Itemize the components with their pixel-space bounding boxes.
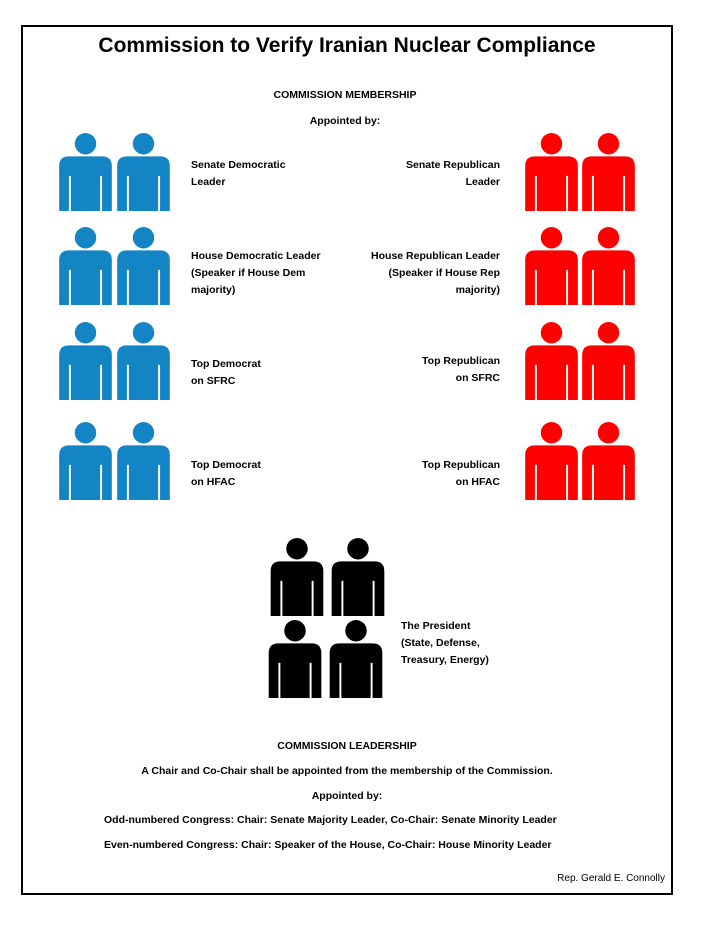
- president-person-icon: [328, 620, 384, 698]
- leadership-appointed-by: Appointed by:: [311, 790, 383, 802]
- democrat-person-icon: [117, 227, 170, 305]
- label-senate-democratic-leader: Senate Democratic Leader: [191, 159, 286, 188]
- democrat-person-icon: [59, 322, 112, 400]
- republican-person-icon: [525, 422, 578, 500]
- leadership-odd-congress: Odd-numbered Congress: Chair: Senate Majority Leader, Co-Chair: Senate Minority Leader: [104, 814, 557, 826]
- label-house-republican-leader: House Republican Leader (Speaker if House Rep majority): [371, 250, 500, 296]
- label-house-democratic-leader: House Democratic Leader (Speaker if House Dem majority): [191, 250, 321, 296]
- democrat-person-icon: [59, 133, 112, 211]
- membership-appointed-by: Appointed by:: [309, 115, 381, 127]
- republican-person-icon: [582, 322, 635, 400]
- republican-person-icon: [525, 133, 578, 211]
- president-person-icon: [267, 620, 323, 698]
- democrat-person-icon: [117, 322, 170, 400]
- democrat-person-icon: [117, 133, 170, 211]
- republican-person-icon: [582, 133, 635, 211]
- republican-person-icon: [525, 227, 578, 305]
- label-president: The President (State, Defense, Treasury, Energy): [401, 620, 489, 666]
- democrat-person-icon: [59, 422, 112, 500]
- president-person-icon: [330, 538, 386, 616]
- membership-heading: COMMISSION MEMBERSHIP: [273, 89, 417, 101]
- label-top-republican-sfrc: Top Republican on SFRC: [422, 355, 500, 384]
- label-top-republican-hfac: Top Republican on HFAC: [422, 459, 500, 488]
- democrat-person-icon: [117, 422, 170, 500]
- leadership-even-congress: Even-numbered Congress: Chair: Speaker of the House, Co-Chair: House Minority Leader: [104, 839, 552, 851]
- label-top-democrat-hfac: Top Democrat on HFAC: [191, 459, 261, 488]
- republican-person-icon: [582, 422, 635, 500]
- label-top-democrat-sfrc: Top Democrat on SFRC: [191, 358, 261, 387]
- republican-person-icon: [525, 322, 578, 400]
- democrat-person-icon: [59, 227, 112, 305]
- page-title: Commission to Verify Iranian Nuclear Compliance: [98, 34, 596, 57]
- leadership-description: A Chair and Co-Chair shall be appointed from the membership of the Commission.: [141, 765, 553, 777]
- credit-text: Rep. Gerald E. Connolly: [557, 873, 665, 884]
- president-person-icon: [269, 538, 325, 616]
- republican-person-icon: [582, 227, 635, 305]
- label-senate-republican-leader: Senate Republican Leader: [406, 159, 500, 188]
- leadership-heading: COMMISSION LEADERSHIP: [277, 740, 417, 752]
